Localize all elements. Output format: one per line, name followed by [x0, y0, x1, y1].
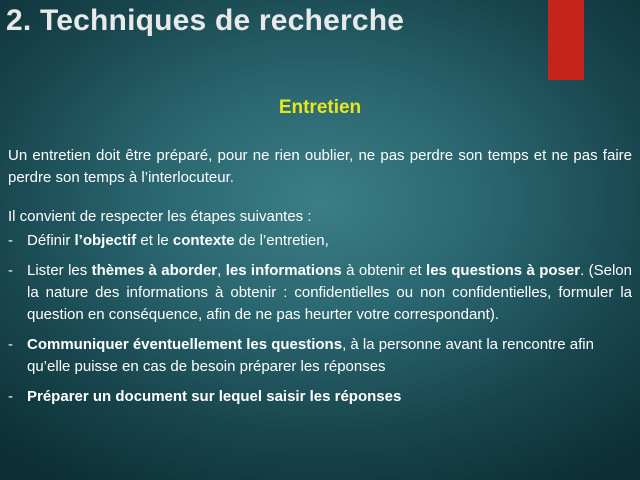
item-text: à obtenir et	[341, 262, 427, 279]
item-text: ,	[217, 262, 226, 279]
item-bold-text: les questions à poser	[426, 262, 581, 279]
slide-subtitle: Entretien	[278, 97, 362, 118]
list-item	[8, 230, 632, 252]
item-text: , à la personne avant la rencontre afin qu’elle puisse en cas de besoin préparer les réponses	[27, 336, 594, 375]
slide-title: 2. Techniques de recherche	[6, 4, 405, 37]
item-text: . (Selon la nature des informations à obtenir : confidentielles ou non confidentielles, formuler la question en conséquence, afin de ne pas heurter votre correspondant).	[27, 262, 632, 323]
lead-sentence: Il convient de respecter les étapes suivantes :	[8, 208, 312, 225]
item-text: de l’entretien,	[234, 232, 329, 249]
dash-marker: -	[8, 336, 13, 353]
item-text: et le	[136, 232, 173, 249]
item-bold-text: Communiquer éventuellement les questions	[27, 336, 343, 353]
item-text: Définir	[27, 232, 75, 249]
dash-marker: -	[8, 388, 13, 405]
intro-paragraph: Un entretien doit être préparé, pour ne rien oublier, ne pas perdre son temps et ne pas faire perdre son temps à l’interlocuteur.	[8, 147, 632, 186]
red-accent-bar	[548, 0, 584, 80]
item-bold-text: contexte	[172, 232, 235, 249]
list-item	[8, 260, 632, 326]
list-item	[8, 334, 632, 378]
item-text: Lister les	[27, 262, 92, 279]
item-bold-text: Préparer un document sur lequel saisir les réponses	[27, 388, 402, 405]
item-bold-text: l’objectif	[74, 232, 137, 249]
item-bold-text: les informations	[225, 262, 342, 279]
dash-marker: -	[8, 232, 13, 249]
dash-marker: -	[8, 262, 13, 279]
list-item	[8, 386, 632, 408]
steps-list	[8, 230, 632, 416]
item-bold-text: thèmes à aborder	[91, 262, 218, 279]
